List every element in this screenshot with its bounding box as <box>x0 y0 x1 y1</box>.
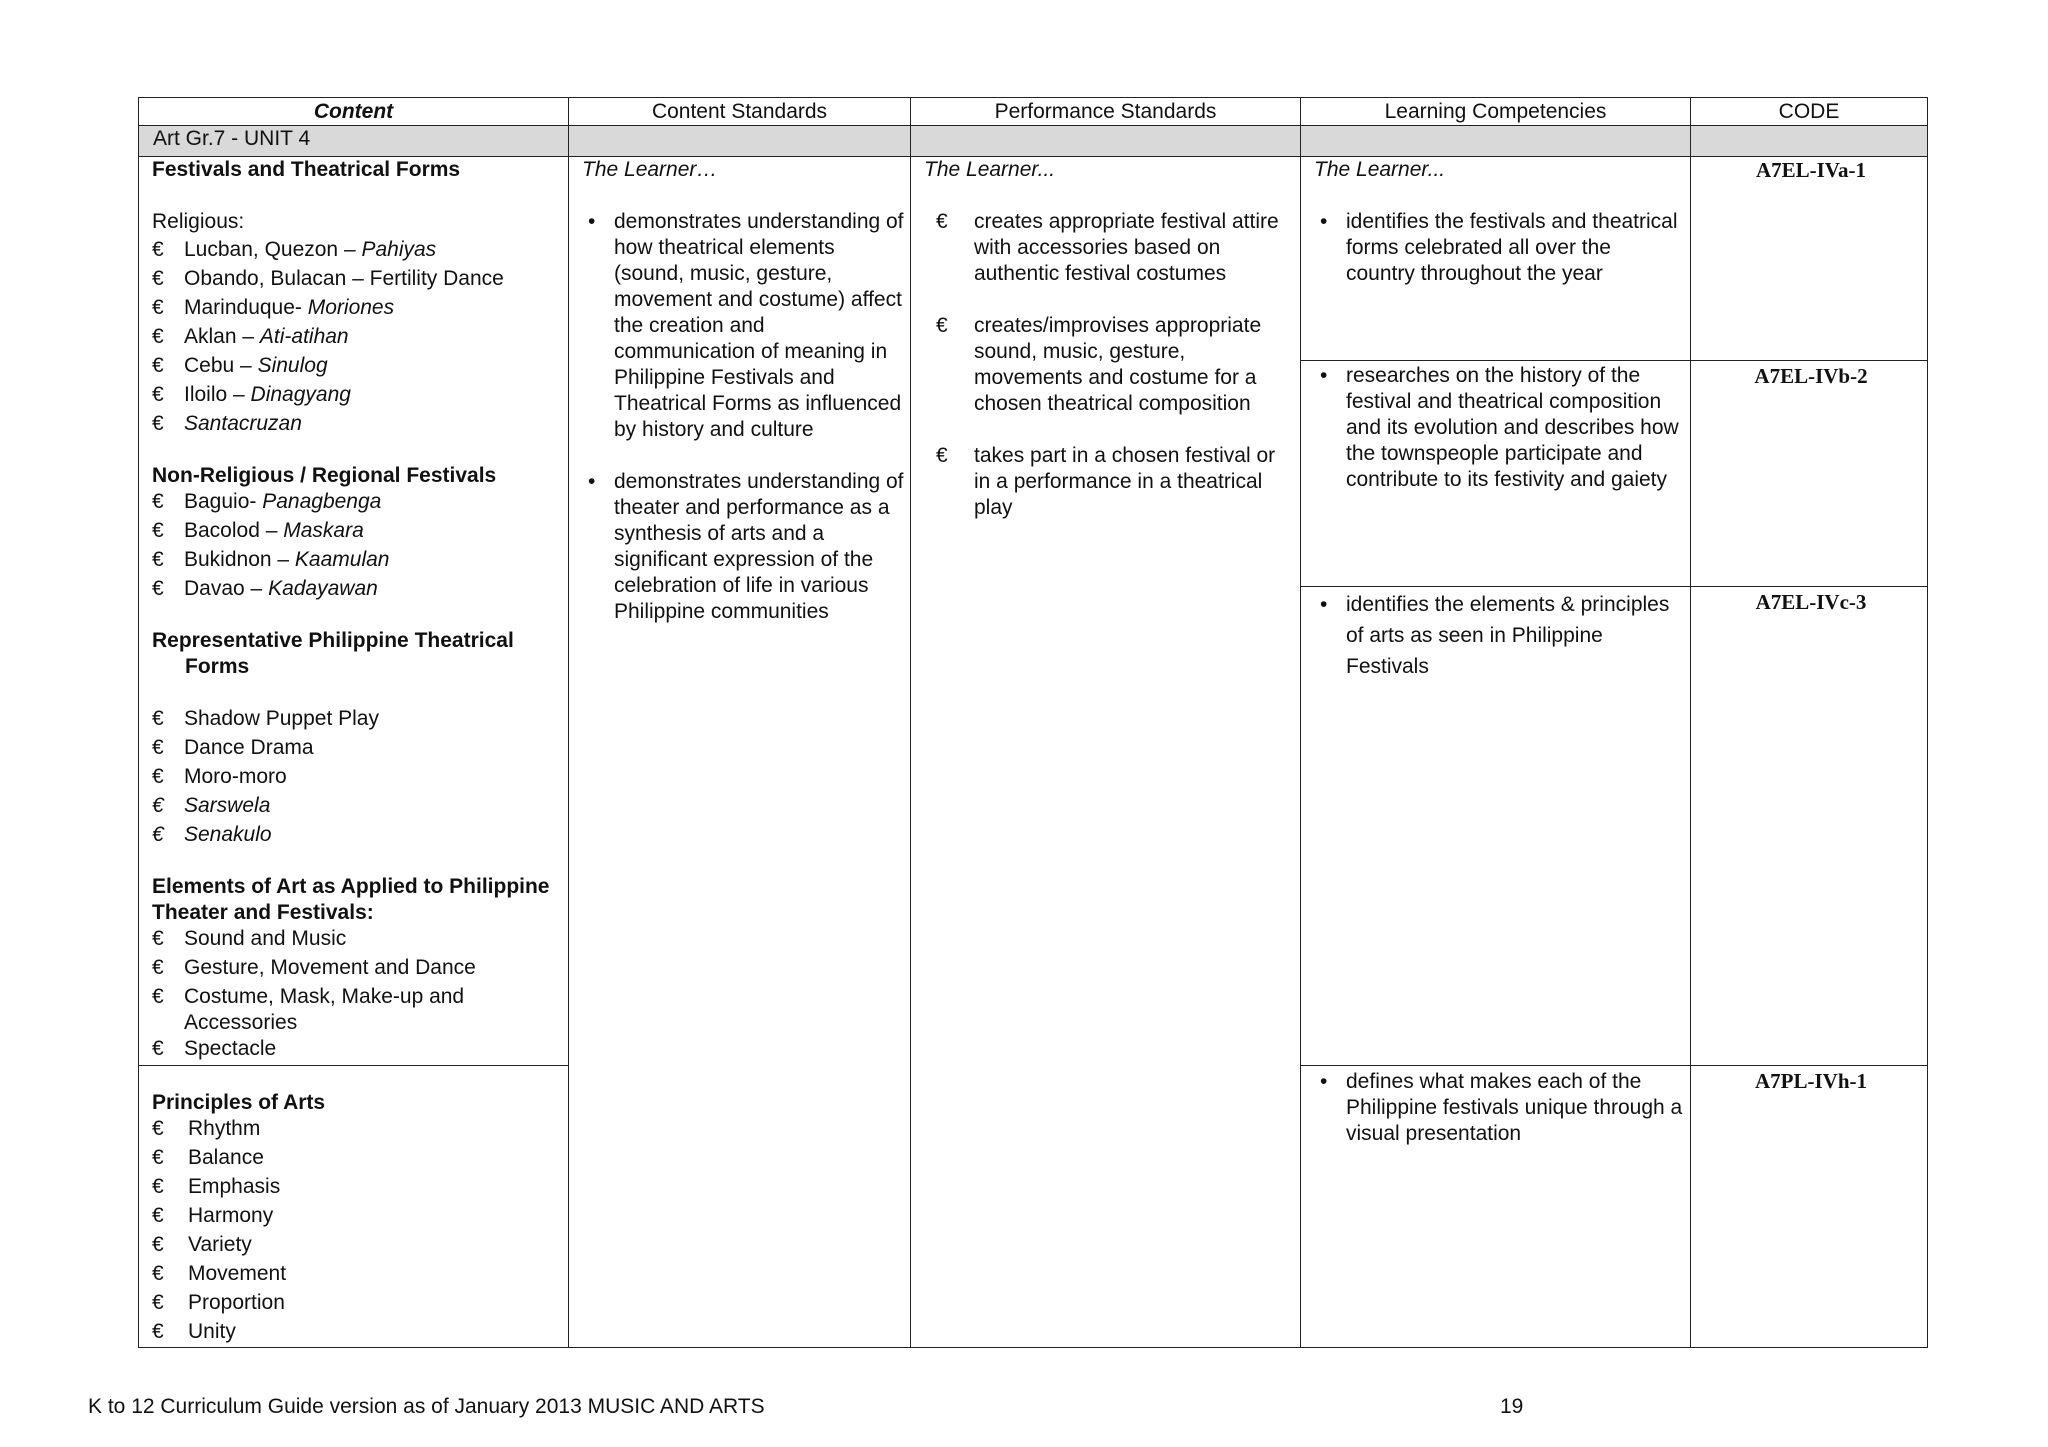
header-code: CODE <box>1778 100 1840 123</box>
list-item: € Spectacle <box>152 1036 562 1062</box>
festival-place: Baguio- <box>184 490 263 513</box>
festival-place: Iloilo – <box>184 383 251 406</box>
row-divider <box>1300 1065 1927 1066</box>
list-item: • defines what makes each of the Philippine festivals unique through a visual presentation <box>1314 1069 1684 1147</box>
list-item <box>152 518 562 544</box>
list-item: € Moro-moro <box>152 764 562 790</box>
learner-intro: The Learner... <box>924 158 1056 181</box>
column-divider <box>568 98 569 1347</box>
list-item: • identifies the elements & principles of arts as seen in Philippine Festivals <box>1314 589 1684 682</box>
row-divider <box>1300 360 1927 361</box>
competency-code: A7EL-IVc-3 <box>1755 590 1867 614</box>
list-item: • demonstrates understanding of theater and performance as a synthesis of arts and a significant expression of the celebration of life in various Philippine communities <box>582 469 905 625</box>
nonreligious-heading: Non-Religious / Regional Festivals <box>152 464 497 487</box>
list-item: • researches on the history of the festival and theatrical composition and its evolution and describes how the townspeople participate and contribute to its festivity and gaiety <box>1314 363 1684 493</box>
list-item <box>152 353 562 379</box>
list-item <box>152 547 562 573</box>
list-item: € Dance Drama <box>152 735 562 761</box>
elements-heading: Elements of Art as Applied to Philippine Theater and Festivals: <box>152 875 550 924</box>
festival-place: Lucban, Quezon – <box>184 238 362 261</box>
competency-code: A7EL-IVb-2 <box>1754 364 1868 388</box>
list-item: € Sarswela <box>152 793 562 819</box>
festival-name: Pahiyas <box>361 238 437 261</box>
list-item <box>152 382 562 408</box>
list-item: • demonstrates understanding of how theatrical elements (sound, music, gesture, movement and costume) affect the creation and communication of meaning in Philippine Festivals and Theatrical Forms as influenced by history and culture <box>582 209 905 443</box>
list-item: € Harmony <box>152 1203 562 1229</box>
list-item: € Shadow Puppet Play <box>152 706 562 732</box>
list-item: € Variety <box>152 1232 562 1258</box>
list-item: € Movement <box>152 1261 562 1287</box>
principles-heading: Principles of Arts <box>152 1091 326 1114</box>
festival-place: Bukidnon – <box>184 548 295 571</box>
learner-intro: The Learner... <box>1314 158 1446 181</box>
content-standards-cell <box>582 157 905 625</box>
festival-place: Davao – <box>184 577 269 600</box>
list-item: € takes part in a chosen festival or in a performance in a theatrical play <box>924 443 1294 521</box>
list-item: € creates appropriate festival attire with accessories based on authentic festival costumes <box>924 209 1294 287</box>
competency-code: A7EL-IVa-1 <box>1755 158 1867 182</box>
list-item: € Costume, Mask, Make-up and Accessories <box>152 984 504 1036</box>
page-number: 19 <box>1500 1395 1524 1418</box>
header-content-standards: Content Standards <box>651 100 828 123</box>
religious-label: Religious: <box>152 210 245 233</box>
festival-name: Maskara <box>283 519 364 542</box>
column-divider <box>1690 98 1691 1347</box>
list-item: € Sound and Music <box>152 926 562 952</box>
list-item <box>152 576 562 602</box>
festival-name: Panagbenga <box>262 490 382 513</box>
list-item <box>152 295 562 321</box>
list-item <box>152 411 562 437</box>
list-item <box>152 266 562 292</box>
learning-competencies-cell <box>1314 157 1684 287</box>
festival-name: Ati-atihan <box>259 325 349 348</box>
list-item: € Gesture, Movement and Dance <box>152 955 562 981</box>
festival-name: Kadayawan <box>268 577 378 600</box>
festival-place: Cebu – <box>184 354 258 377</box>
festival-place: Marinduque- <box>184 296 308 319</box>
header-content: Content <box>313 100 394 123</box>
unit-row-background <box>139 125 1927 156</box>
content-cell <box>152 157 562 1062</box>
list-item: € Senakulo <box>152 822 562 848</box>
header-performance-standards: Performance Standards <box>994 100 1217 123</box>
performance-standards-cell <box>924 157 1294 521</box>
theatrical-heading-cont: Forms <box>185 655 250 678</box>
list-item: € Emphasis <box>152 1174 562 1200</box>
unit-label: Art Gr.7 - UNIT 4 <box>153 127 311 150</box>
principles-cell <box>152 1090 562 1345</box>
row-divider <box>1300 586 1927 587</box>
festival-name: Kaamulan <box>294 548 390 571</box>
learning-competency-cell <box>1314 1069 1684 1147</box>
list-item <box>152 237 562 263</box>
list-item: € Unity <box>152 1319 562 1345</box>
header-learning-competencies: Learning Competencies <box>1384 100 1607 123</box>
festival-name: Santacruzan <box>184 412 302 435</box>
theatrical-heading: Representative Philippine Theatrical <box>152 629 514 652</box>
column-divider <box>1300 98 1301 1347</box>
competency-code: A7PL-IVh-1 <box>1754 1069 1867 1093</box>
column-divider <box>910 98 911 1347</box>
learning-competency-cell <box>1314 589 1684 682</box>
festival-name: Moriones <box>307 296 395 319</box>
footer-text: K to 12 Curriculum Guide version as of January 2013 MUSIC AND ARTS <box>88 1395 765 1418</box>
list-item <box>152 489 562 515</box>
curriculum-table <box>138 97 1928 1348</box>
row-divider <box>139 125 1927 126</box>
list-item <box>152 324 562 350</box>
list-item: € Rhythm <box>152 1116 562 1142</box>
list-item: € creates/improvises appropriate sound, music, gesture, movements and costume for a chosen theatrical composition <box>924 313 1294 417</box>
list-item: € Proportion <box>152 1290 562 1316</box>
festival-name: Sinulog <box>257 354 328 377</box>
learner-intro: The Learner… <box>582 158 718 181</box>
learning-competency-cell <box>1314 363 1684 493</box>
list-item: € Balance <box>152 1145 562 1171</box>
festival-place: Aklan – <box>184 325 260 348</box>
festivals-heading: Festivals and Theatrical Forms <box>152 158 461 181</box>
festival-place: Bacolod – <box>184 519 284 542</box>
list-item: • identifies the festivals and theatrical forms celebrated all over the country throughout the year <box>1314 209 1684 287</box>
festival-name: Dinagyang <box>250 383 351 406</box>
row-divider <box>139 1065 568 1066</box>
festival-place: Obando, Bulacan – Fertility Dance <box>184 267 504 290</box>
